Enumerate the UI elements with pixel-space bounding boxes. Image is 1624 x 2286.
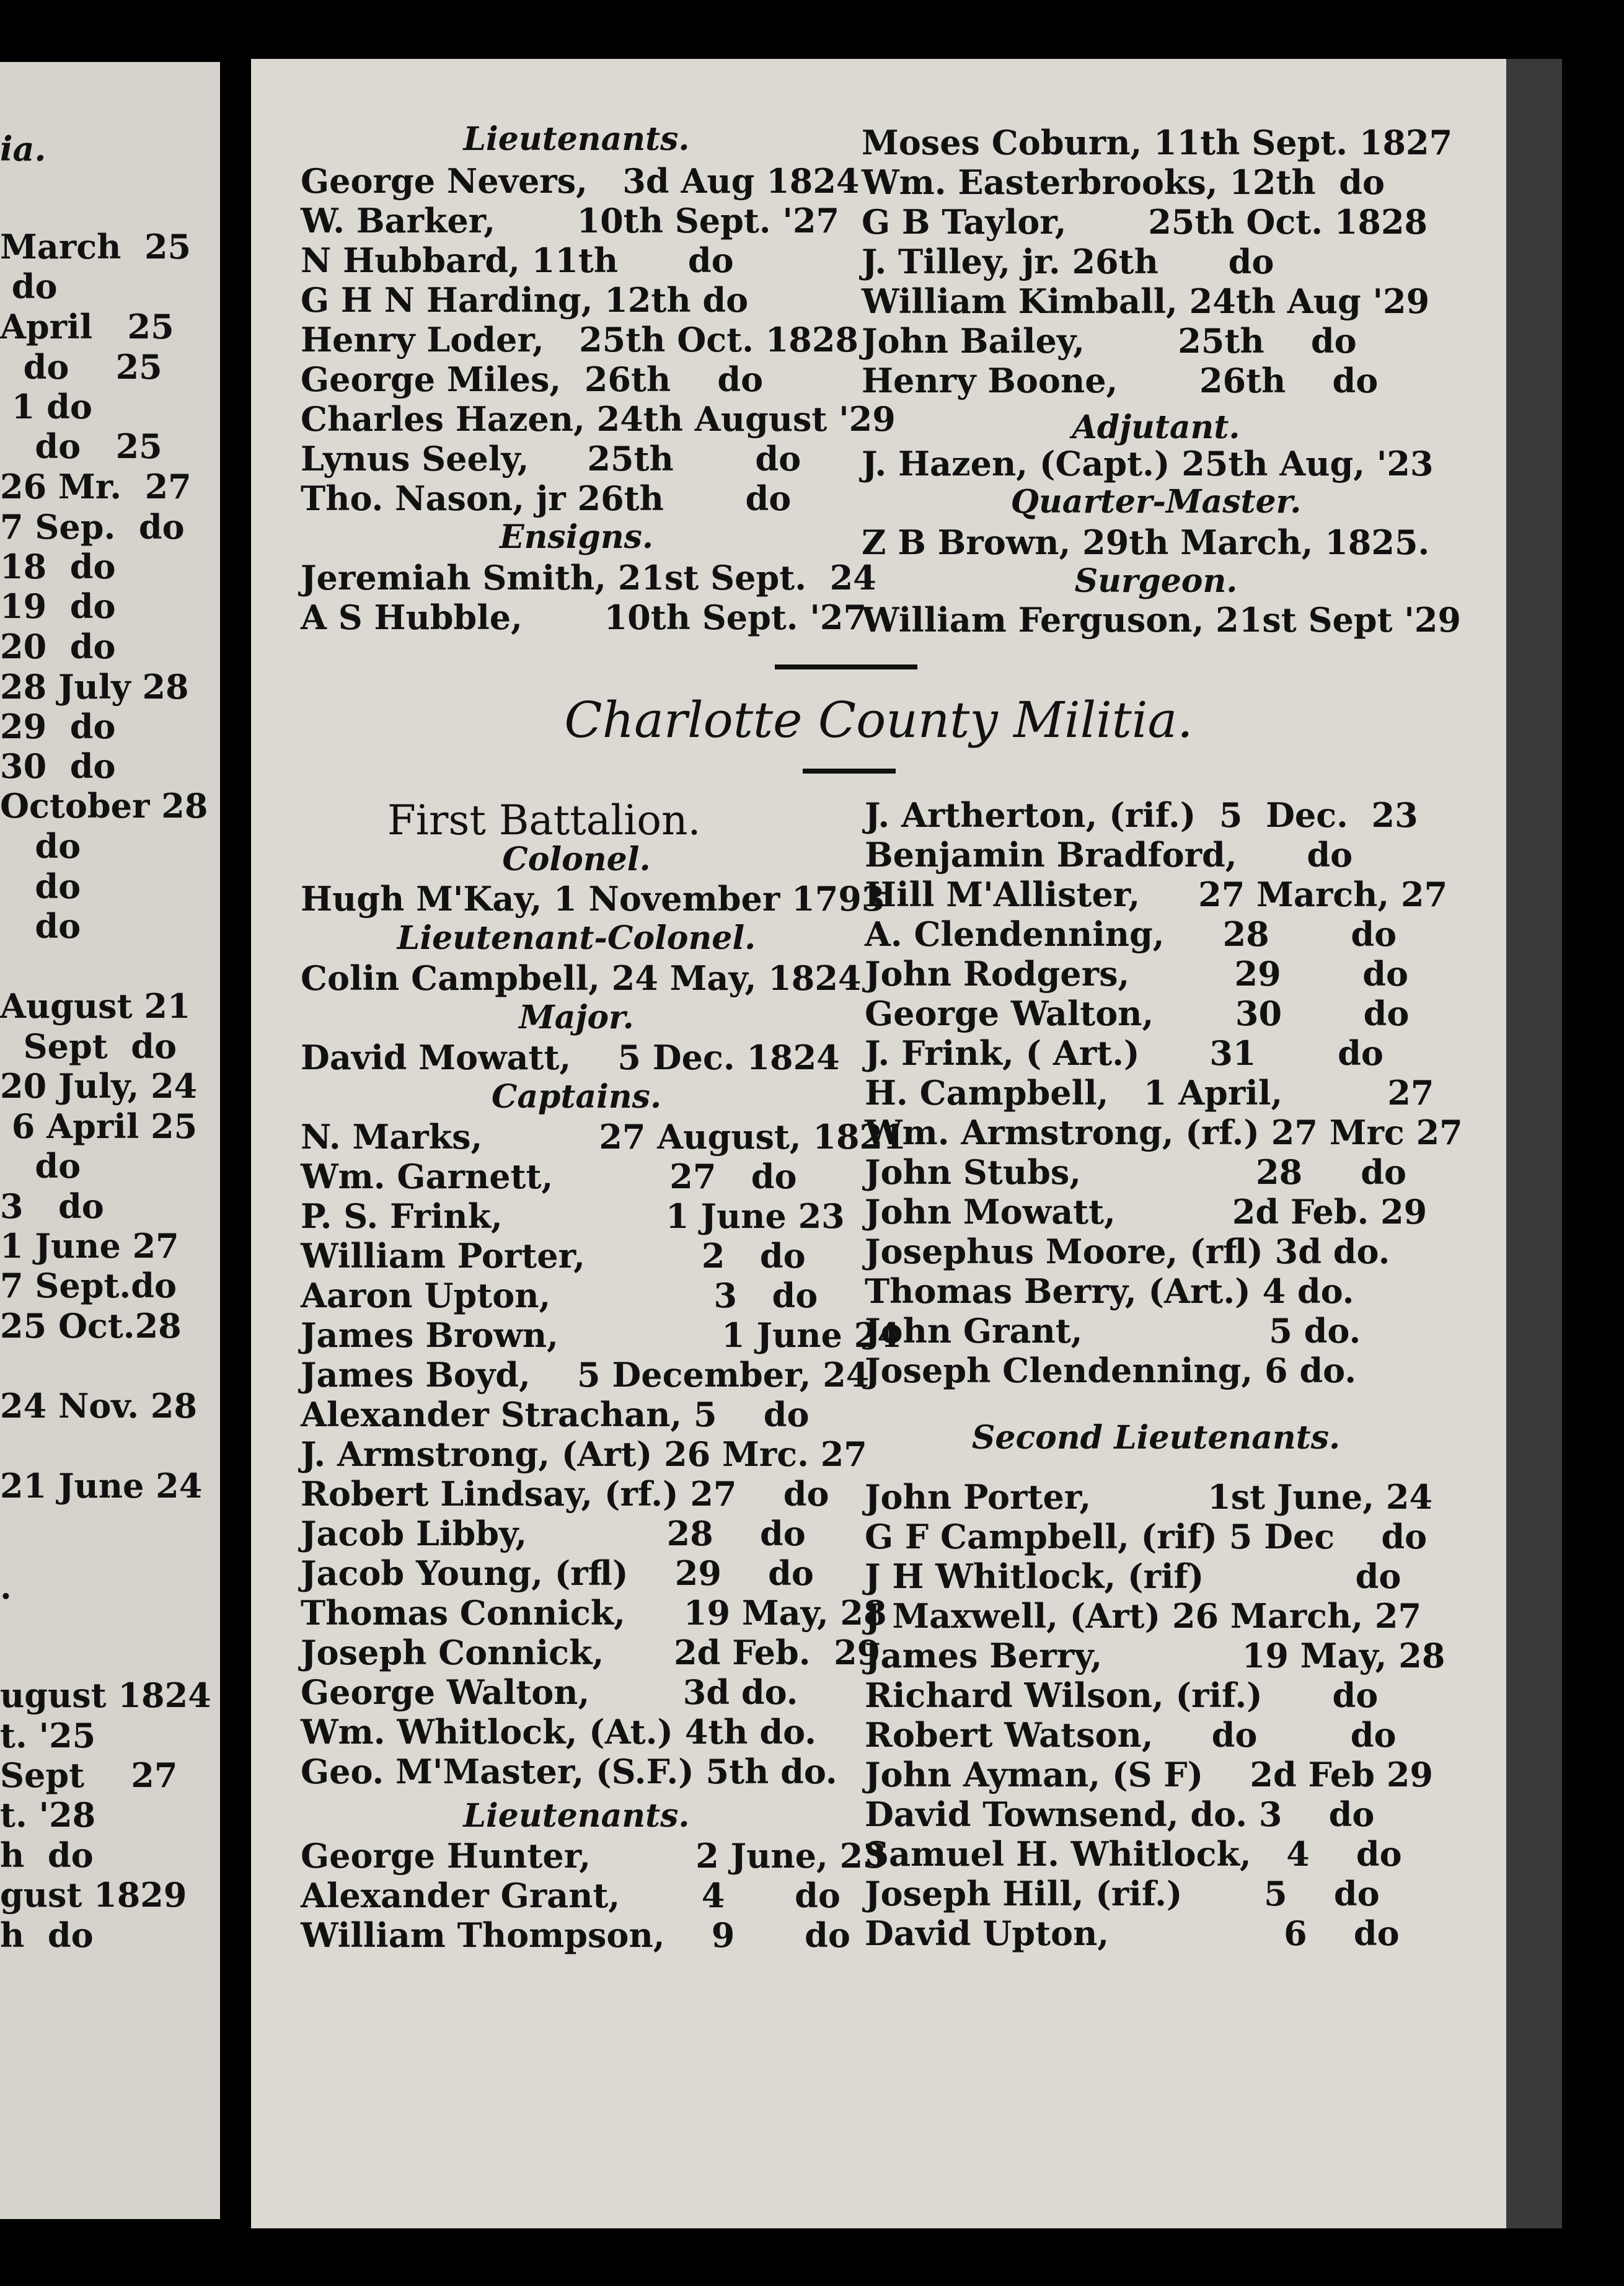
officer-entry: N Hubbard, 11th do bbox=[301, 241, 734, 280]
officer-entry: G B Taylor, 25th Oct. 1828 bbox=[862, 202, 1428, 242]
left-page-line: 28 July 28 bbox=[0, 667, 189, 707]
officer-entry: Lynus Seely, 25th do bbox=[301, 439, 801, 479]
left-page-line: . bbox=[0, 1567, 12, 1607]
left-page-line: do bbox=[0, 1146, 81, 1186]
surgeon-heading: Surgeon. bbox=[1074, 562, 1238, 600]
left-page-line: April 25 bbox=[0, 307, 174, 346]
officer-entry: Moses Coburn, 11th Sept. 1827 bbox=[862, 123, 1453, 162]
officer-entry: Charles Hazen, 24th August '29 bbox=[301, 399, 896, 439]
officer-entry: William Kimball, 24th Aug '29 bbox=[862, 281, 1430, 321]
lieutenant-entry: Alexander Grant, 4 do bbox=[301, 1876, 841, 1915]
captain-entry: George Walton, 3d do. bbox=[301, 1672, 798, 1712]
officer-entry: G H N Harding, 12th do bbox=[301, 280, 749, 320]
captain-entry: Geo. M'Master, (S.F.) 5th do. bbox=[301, 1752, 837, 1791]
lieutenant-colonel-entry: Colin Campbell, 24 May, 1824 bbox=[301, 958, 862, 998]
officer-entry: Tho. Nason, jr 26th do bbox=[301, 479, 792, 518]
left-page-line: ia. bbox=[0, 129, 46, 169]
surgeon-entry: William Ferguson, 21st Sept '29 bbox=[862, 600, 1461, 640]
left-page-line: h do bbox=[0, 1915, 94, 1955]
major-heading: Major. bbox=[519, 999, 634, 1036]
left-page-line: h do bbox=[0, 1835, 94, 1875]
left-page-line: do bbox=[0, 826, 81, 866]
page-title: Charlotte County Militia. bbox=[564, 691, 1193, 749]
page-edge bbox=[1506, 59, 1562, 2228]
captain-entry: Robert Lindsay, (rf.) 27 do bbox=[301, 1474, 829, 1514]
left-page-line: 19 do bbox=[0, 586, 116, 626]
captain-entry: P. S. Frink, 1 June 23 bbox=[301, 1196, 845, 1236]
captain-entry: William Porter, 2 do bbox=[301, 1236, 806, 1276]
colonel-heading: Colonel. bbox=[502, 841, 651, 878]
second-lieutenant-entry: John Ayman, (S F) 2d Feb 29 bbox=[865, 1755, 1433, 1794]
second-lieutenant-entry: Richard Wilson, (rif.) do bbox=[865, 1675, 1379, 1715]
ensigns-heading: Ensigns. bbox=[499, 518, 653, 556]
second-lieutenant-entry: Robert Watson, do do bbox=[865, 1715, 1397, 1755]
left-page-line: t. '28 bbox=[0, 1795, 96, 1835]
captain-entry: Alexander Strachan, 5 do bbox=[301, 1395, 810, 1434]
quarter-master-heading: Quarter-Master. bbox=[1010, 483, 1302, 521]
adjutant-entry: J. Hazen, (Capt.) 25th Aug, '23 bbox=[862, 444, 1434, 483]
left-page-line: 25 Oct.28 bbox=[0, 1306, 182, 1346]
left-page-line: do bbox=[0, 267, 58, 306]
major-entry: David Mowatt, 5 Dec. 1824 bbox=[301, 1038, 840, 1077]
officer-entry: J. Artherton, (rif.) 5 Dec. 23 bbox=[865, 795, 1418, 835]
left-page-line: 20 do bbox=[0, 627, 116, 666]
captain-entry: Joseph Connick, 2d Feb. 29 bbox=[301, 1633, 881, 1672]
ensign-entry: Jeremiah Smith, 21st Sept. 24 bbox=[301, 558, 876, 598]
second-lieutenant-entry: John Porter, 1st June, 24 bbox=[865, 1477, 1433, 1517]
ornament-rule bbox=[775, 664, 917, 669]
left-page-line: 24 Nov. 28 bbox=[0, 1386, 198, 1426]
lieutenant-colonel-heading: Lieutenant-Colonel. bbox=[397, 919, 756, 957]
second-lieutenant-entry: G F Campbell, (rif) 5 Dec do bbox=[865, 1517, 1428, 1556]
officer-entry: Henry Loder, 25th Oct. 1828 bbox=[301, 320, 858, 360]
left-page-line: 26 Mr. 27 bbox=[0, 467, 192, 506]
left-page-line: 29 do bbox=[0, 707, 116, 746]
left-page-line: do 25 bbox=[0, 426, 162, 466]
officer-entry: George Nevers, 3d Aug 1824 bbox=[301, 161, 860, 201]
left-page-line: do 25 bbox=[0, 347, 162, 387]
officer-entry: Benjamin Bradford, do bbox=[865, 835, 1353, 875]
lieutenant-entry: William Thompson, 9 do bbox=[301, 1915, 850, 1955]
left-page-line: March 25 bbox=[0, 227, 192, 267]
second-lieutenant-entry: David Townsend, do. 3 do bbox=[865, 1794, 1375, 1834]
left-page-line: 30 do bbox=[0, 746, 116, 786]
officer-entry: Joseph Clendenning, 6 do. bbox=[865, 1351, 1357, 1390]
officer-entry: Josephus Moore, (rfl) 3d do. bbox=[865, 1232, 1390, 1271]
officer-entry: George Miles, 26th do bbox=[301, 360, 764, 399]
officer-entry: Wm. Easterbrooks, 12th do bbox=[862, 162, 1385, 202]
captain-entry: Wm. Garnett, 27 do bbox=[301, 1157, 797, 1196]
left-page-line: 21 June 24 bbox=[0, 1466, 203, 1506]
officer-entry: A. Clendenning, 28 do bbox=[865, 914, 1397, 954]
left-page-line: 18 do bbox=[0, 547, 116, 586]
ensign-entry: A S Hubble, 10th Sept. '27 bbox=[301, 598, 867, 637]
officer-entry: John Grant, 5 do. bbox=[865, 1311, 1361, 1351]
left-page-line: August 21 bbox=[0, 986, 191, 1026]
second-lieutenants-heading: Second Lieutenants. bbox=[971, 1419, 1341, 1457]
left-page-line: 6 April 25 bbox=[0, 1106, 198, 1146]
officer-entry: George Walton, 30 do bbox=[865, 994, 1410, 1033]
second-lieutenant-entry: James Berry, 19 May, 28 bbox=[865, 1636, 1445, 1675]
officer-entry: Wm. Armstrong, (rf.) 27 Mrc 27 bbox=[865, 1113, 1463, 1152]
captain-entry: Wm. Whitlock, (At.) 4th do. bbox=[301, 1712, 816, 1752]
second-lieutenant-entry: Samuel H. Whitlock, 4 do bbox=[865, 1834, 1402, 1874]
left-page-line: 20 July, 24 bbox=[0, 1066, 198, 1106]
officer-entry: Thomas Berry, (Art.) 4 do. bbox=[865, 1271, 1354, 1311]
second-lieutenant-entry: Joseph Hill, (rif.) 5 do bbox=[865, 1874, 1380, 1913]
captain-entry: James Boyd, 5 December, 24 bbox=[301, 1355, 870, 1395]
captain-entry: Thomas Connick, 19 May, 28 bbox=[301, 1593, 887, 1633]
second-lieutenant-entry: J H Whitlock, (rif) do bbox=[865, 1556, 1401, 1596]
captain-entry: N. Marks, 27 August, 1821 bbox=[301, 1117, 906, 1157]
officer-entry: J. Tilley, jr. 26th do bbox=[862, 242, 1274, 281]
left-page-line: 7 Sep. do bbox=[0, 507, 185, 547]
lieutenants-heading-2: Lieutenants. bbox=[463, 1797, 690, 1835]
colonel-entry: Hugh M'Kay, 1 November 1793 bbox=[301, 879, 885, 919]
officer-entry: John Stubs, 28 do bbox=[865, 1152, 1406, 1192]
second-lieutenant-entry: David Upton, 6 do bbox=[865, 1913, 1400, 1953]
battalion-heading: First Battalion. bbox=[387, 797, 701, 844]
officer-entry: Henry Boone, 26th do bbox=[862, 361, 1379, 400]
officer-entry: John Rodgers, 29 do bbox=[865, 954, 1409, 994]
left-page-line: t. '25 bbox=[0, 1716, 96, 1755]
left-page-line: gust 1829 bbox=[0, 1875, 187, 1915]
left-page-line: 3 do bbox=[0, 1186, 104, 1226]
captain-entry: J. Armstrong, (Art) 26 Mrc. 27 bbox=[301, 1434, 867, 1474]
left-page-line: October 28 bbox=[0, 786, 208, 826]
second-lieutenant-entry: J Maxwell, (Art) 26 March, 27 bbox=[865, 1596, 1422, 1636]
captain-entry: James Brown, 1 June 24 bbox=[301, 1315, 901, 1355]
left-page-line: Sept 27 bbox=[0, 1755, 178, 1795]
left-page-line: do bbox=[0, 906, 81, 946]
officer-entry: John Bailey, 25th do bbox=[862, 321, 1357, 361]
officer-entry: W. Barker, 10th Sept. '27 bbox=[301, 201, 840, 241]
left-page-line: 1 June 27 bbox=[0, 1226, 179, 1266]
quarter-master-entry: Z B Brown, 29th March, 1825. bbox=[862, 523, 1430, 562]
captains-heading: Captains. bbox=[491, 1078, 662, 1116]
officer-entry: H. Campbell, 1 April, 27 bbox=[865, 1073, 1434, 1113]
captain-entry: Aaron Upton, 3 do bbox=[301, 1276, 818, 1315]
title-rule bbox=[803, 769, 896, 774]
captain-entry: Jacob Libby, 28 do bbox=[301, 1514, 806, 1553]
left-page-line: do bbox=[0, 867, 81, 906]
captain-entry: Jacob Young, (rfl) 29 do bbox=[301, 1553, 814, 1593]
left-page-line: ugust 1824 bbox=[0, 1675, 211, 1715]
officer-entry: John Mowatt, 2d Feb. 29 bbox=[865, 1192, 1428, 1232]
lieutenants-heading: Lieutenants. bbox=[463, 120, 690, 158]
left-page-line: 1 do bbox=[0, 387, 92, 426]
officer-entry: J. Frink, ( Art.) 31 do bbox=[865, 1033, 1383, 1073]
lieutenant-entry: George Hunter, 2 June, 23 bbox=[301, 1836, 886, 1876]
adjutant-heading: Adjutant. bbox=[1072, 408, 1240, 446]
officer-entry: Hill M'Allister, 27 March, 27 bbox=[865, 875, 1448, 914]
left-page-line: Sept do bbox=[0, 1026, 177, 1066]
left-page-line: 7 Sept.do bbox=[0, 1266, 177, 1305]
